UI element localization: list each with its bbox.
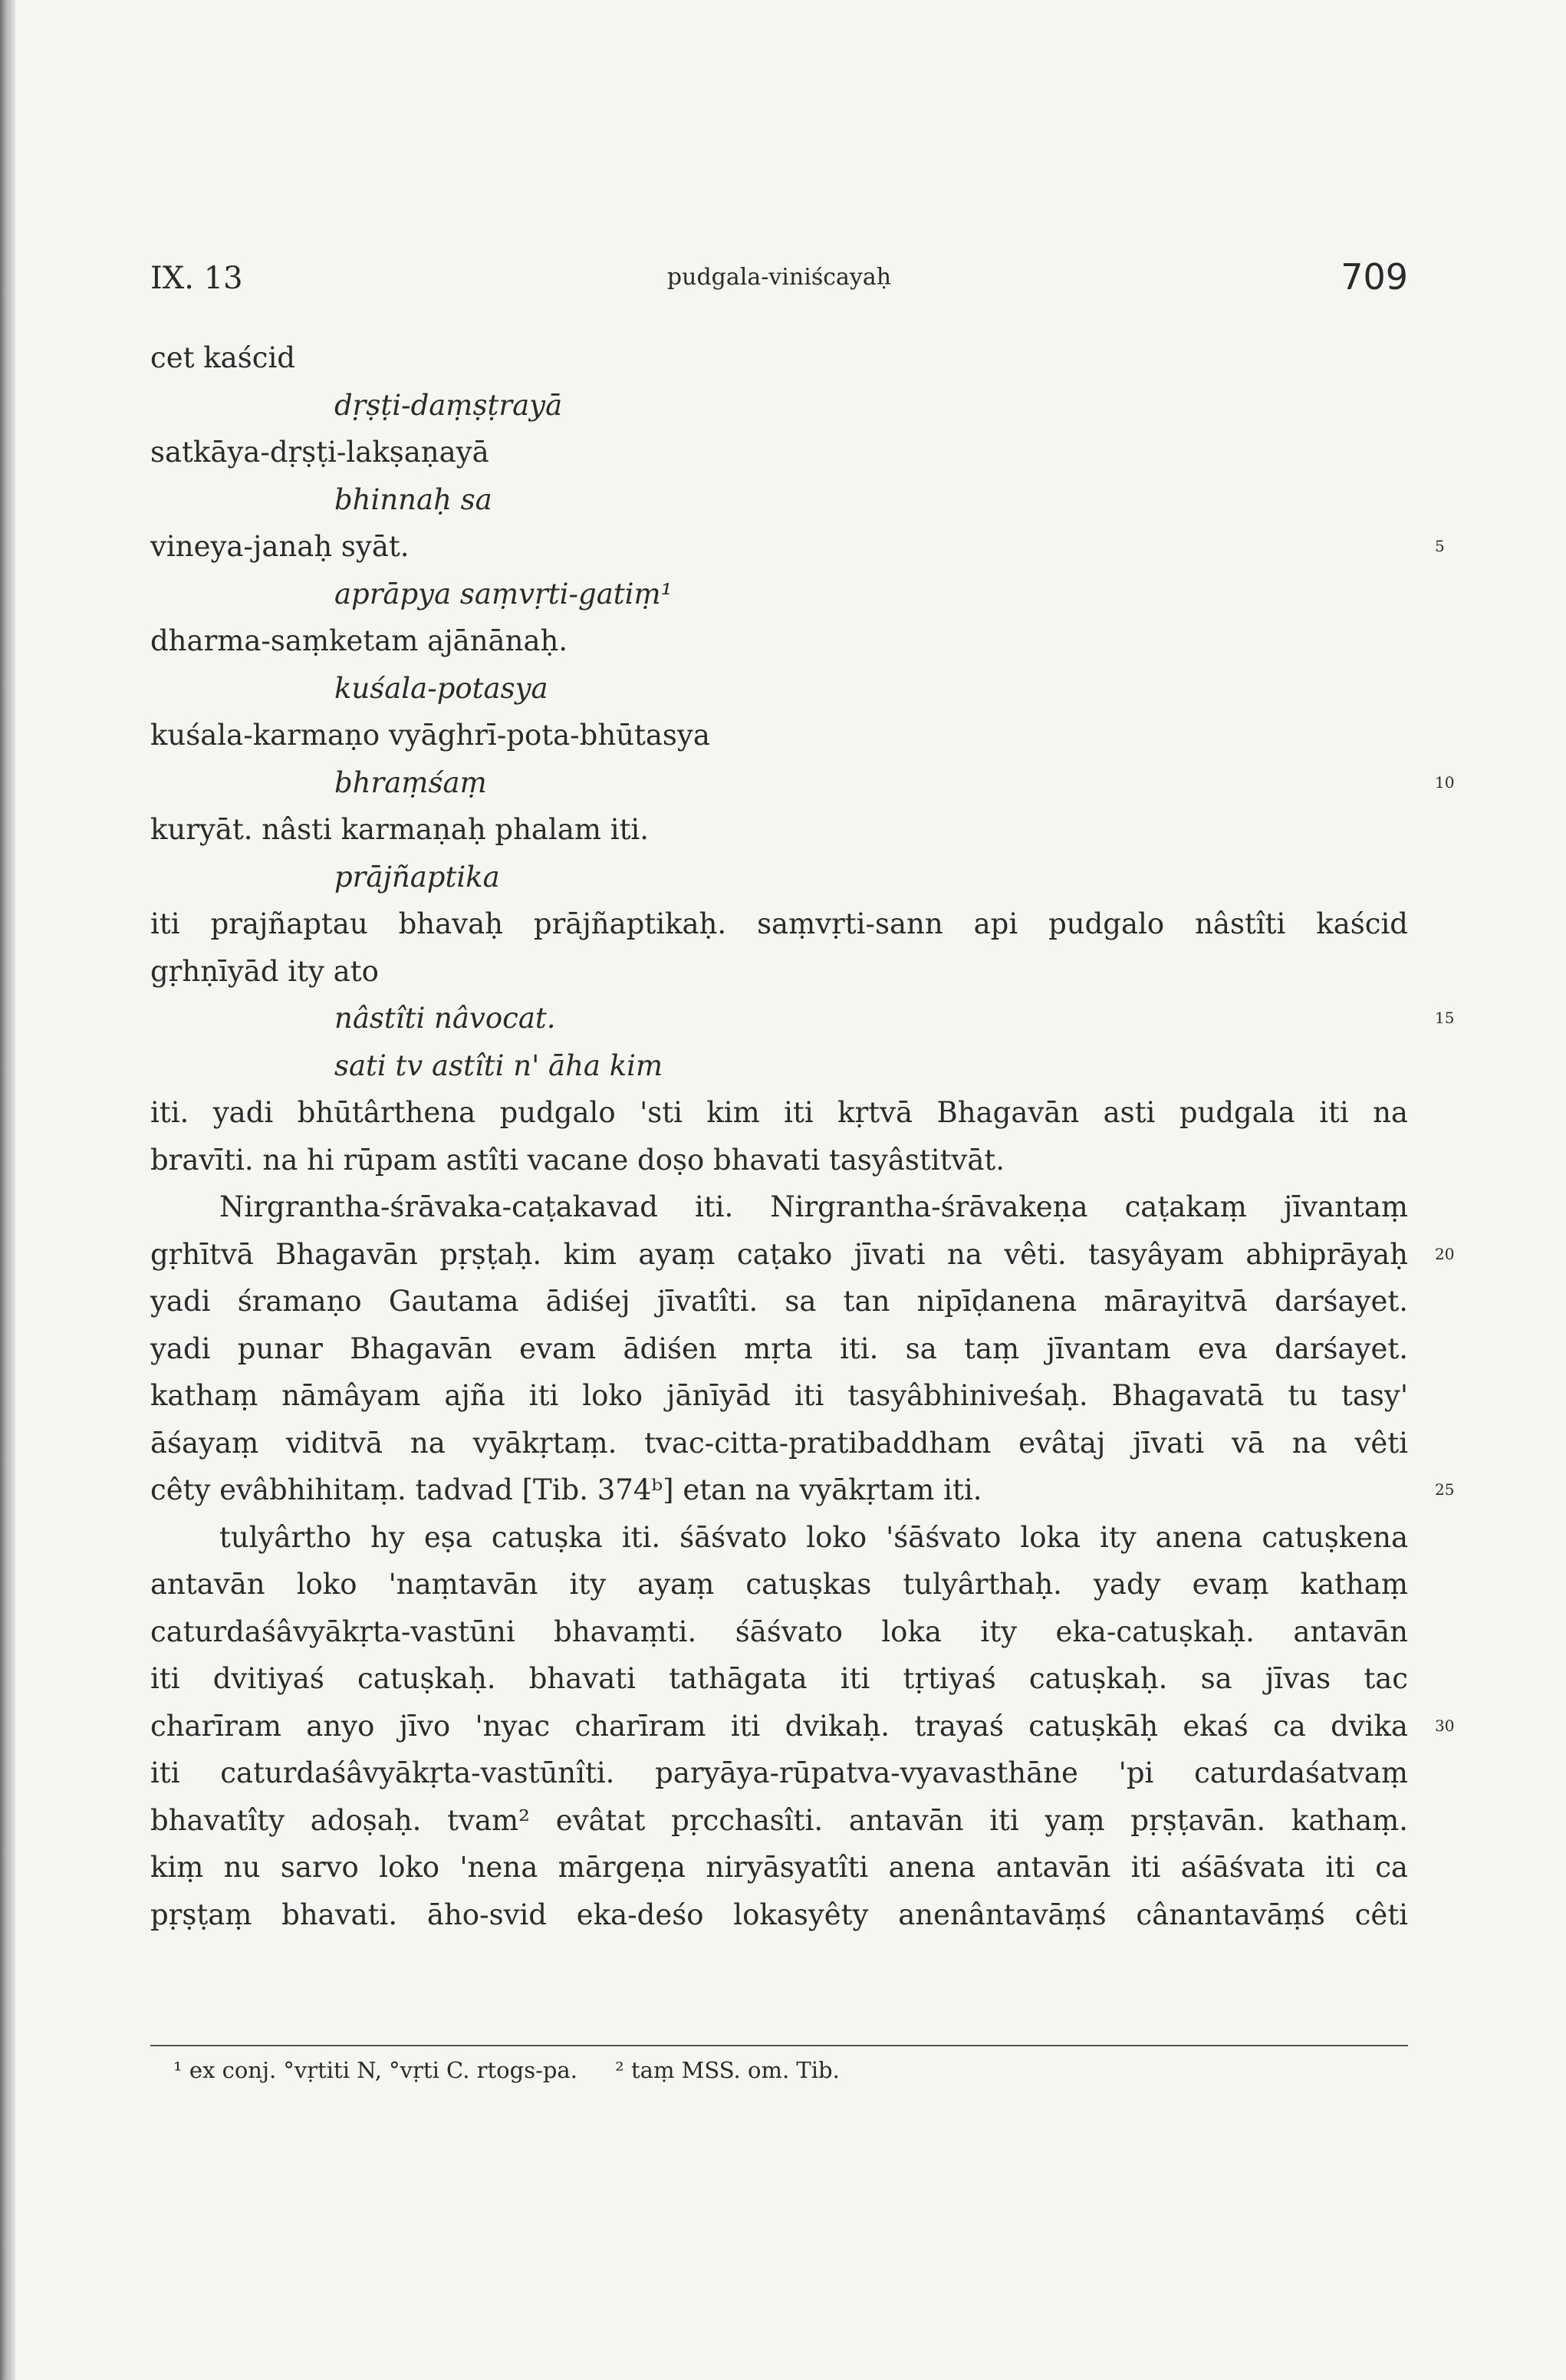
text-line xyxy=(150,1325,1408,1373)
line-text: bhinnaḥ sa xyxy=(334,482,492,516)
line-text: iti prajñaptau bhavaḥ prājñaptikaḥ. saṃvṛti-sann api pudgalo nâstîti kaścid xyxy=(150,907,1408,940)
line-text: dṛṣṭi-daṃṣṭrayā xyxy=(334,388,563,422)
running-title: pudgala-viniścayaḥ xyxy=(666,264,892,291)
page-number: 709 xyxy=(1341,256,1408,298)
text-line xyxy=(150,854,1408,901)
text-line xyxy=(150,571,1408,618)
line-text: tulyârtho hy eṣa catuṣka iti. śāśvato loko 'śāśvato loka ity anena catuṣkena xyxy=(219,1520,1408,1554)
text-line xyxy=(150,759,1455,807)
line-text: yadi śramaṇo Gautama ādiśej jīvatîti. sa tan nipīḍanena mārayitvā darśayet. xyxy=(150,1285,1408,1318)
line-number: 15 xyxy=(1435,1009,1455,1027)
text-line xyxy=(150,1467,1455,1514)
line-text: antavān loko 'naṃtavān ity ayaṃ catuṣkas tulyârthaḥ. yady evaṃ kathaṃ xyxy=(150,1568,1408,1601)
line-text: bravīti. na hi rūpam astîti vacane doṣo bhavati tasyâstitvāt. xyxy=(150,1143,1005,1177)
line-text: gṛhītvā Bhagavān pṛṣṭaḥ. kim ayaṃ caṭako jīvati na vêti. tasyâyam abhiprāyaḥ xyxy=(150,1237,1408,1271)
text-line xyxy=(150,1608,1408,1656)
text-line xyxy=(150,1231,1455,1279)
line-text: nâstîti nâvocat. xyxy=(334,1002,556,1035)
line-text: sati tv astîti n' āha kim xyxy=(334,1048,663,1082)
text-line xyxy=(150,1372,1408,1420)
text-line xyxy=(150,1137,1408,1184)
section-number: IX. 13 xyxy=(150,261,243,296)
line-text: charīram anyo jīvo 'nyac charīram iti dvikaḥ. trayaś catuṣkāḥ ekaś ca dvika xyxy=(150,1709,1408,1743)
text-line xyxy=(150,948,1408,996)
line-number: 10 xyxy=(1435,772,1455,792)
text-line xyxy=(150,1514,1408,1562)
line-text: vineya-janaḥ syāt. xyxy=(150,530,410,563)
text-line xyxy=(150,806,1408,854)
line-text: satkāya-dṛṣṭi-lakṣaṇayā xyxy=(150,436,489,469)
text-line xyxy=(150,900,1408,948)
line-text: iti caturdaśâvyākṛta-vastūnîti. paryāya-rūpatva-vyavasthāne 'pi caturdaśatvaṃ xyxy=(150,1756,1408,1789)
footnotes xyxy=(150,2045,1408,2083)
text-line xyxy=(150,523,1445,571)
line-text: yadi punar Bhagavān evam ādiśen mṛta iti. sa taṃ jīvantam eva darśayet. xyxy=(150,1332,1408,1365)
text-line xyxy=(150,665,1408,713)
text-line xyxy=(150,1278,1408,1325)
line-number: 30 xyxy=(1435,1716,1455,1735)
line-text: iti dvitiyaś catuṣkaḥ. bhavati tathāgata iti tṛtiyaś catuṣkaḥ. sa jīvas tac xyxy=(150,1662,1408,1695)
text-line xyxy=(150,617,1408,665)
line-number: 20 xyxy=(1435,1244,1455,1263)
line-text: pṛṣṭaṃ bhavati. āho-svid eka-deśo lokasyêty anenântavāṃś cânantavāṃś cêti xyxy=(150,1898,1408,1931)
line-text: bhraṃśaṃ xyxy=(334,765,487,799)
text-line xyxy=(150,1042,1408,1090)
line-text: kiṃ nu sarvo loko 'nena mārgeṇa niryāsyatîti anena antavān iti aśāśvata iti ca xyxy=(150,1851,1408,1884)
line-number: 5 xyxy=(1435,537,1445,555)
line-text: Nirgrantha-śrāvaka-caṭakavad iti. Nirgrantha-śrāvakeṇa caṭakaṃ jīvantaṃ xyxy=(219,1190,1408,1223)
text-line xyxy=(150,712,1408,759)
text-line xyxy=(150,382,1408,430)
line-text: aprāpya saṃvṛti-gatiṃ¹ xyxy=(334,577,673,611)
text-line xyxy=(150,476,1408,524)
text-line xyxy=(150,995,1455,1042)
running-header xyxy=(150,252,1408,298)
text-line xyxy=(150,1844,1408,1891)
line-text: kathaṃ nāmâyam ajña iti loko jānīyād iti tasyâbhiniveśaḥ. Bhagavatā tu tasy' xyxy=(150,1379,1408,1412)
text-line xyxy=(150,1420,1408,1467)
footnote-2: ² taṃ MSS. om. Tib. xyxy=(615,2057,840,2083)
line-text: gṛhṇīyād ity ato xyxy=(150,954,379,988)
line-text: caturdaśâvyākṛta-vastūni bhavaṃti. śāśvato loka ity eka-catuṣkaḥ. antavān xyxy=(150,1615,1408,1648)
line-text: kuryāt. nâsti karmaṇaḥ phalam iti. xyxy=(150,813,650,846)
text-line xyxy=(150,1655,1408,1703)
line-text: cêty evâbhihitaṃ. tadvad [Tib. 374ᵇ] etan na vyākṛtam iti. xyxy=(150,1473,982,1506)
text-line xyxy=(150,1089,1408,1137)
footnote-1: ¹ ex conj. °vṛtiti N, °vṛti C. rtogs-pa. xyxy=(173,2057,577,2083)
text-line xyxy=(150,1703,1455,1750)
text-line xyxy=(150,429,1408,476)
body-text xyxy=(150,334,1455,1938)
text-line xyxy=(150,1183,1408,1231)
line-text: āśayaṃ viditvā na vyākṛtaṃ. tvac-citta-pratibaddham evâtaj jīvati vā na vêti xyxy=(150,1426,1408,1460)
line-text: dharma-saṃketam ajānānaḥ. xyxy=(150,624,568,657)
text-line xyxy=(150,1891,1408,1939)
line-number: 25 xyxy=(1435,1480,1455,1499)
text-line xyxy=(150,1750,1408,1797)
line-text: kuśala-karmaṇo vyāghrī-pota-bhūtasya xyxy=(150,719,710,752)
text-line xyxy=(150,334,1408,382)
text-line xyxy=(150,1797,1408,1845)
book-binding-shadow xyxy=(0,0,15,2380)
line-text: iti. yadi bhūtârthena pudgalo 'sti kim iti kṛtvā Bhagavān asti pudgala iti na xyxy=(150,1096,1408,1129)
text-line xyxy=(150,1561,1408,1608)
line-text: cet kaścid xyxy=(150,341,295,374)
line-text: bhavatîty adoṣaḥ. tvam² evâtat pṛcchasîti. antavān iti yaṃ pṛṣṭavān. kathaṃ. xyxy=(150,1803,1408,1837)
line-text: prājñaptika xyxy=(334,860,500,894)
line-text: kuśala-potasya xyxy=(334,671,548,705)
